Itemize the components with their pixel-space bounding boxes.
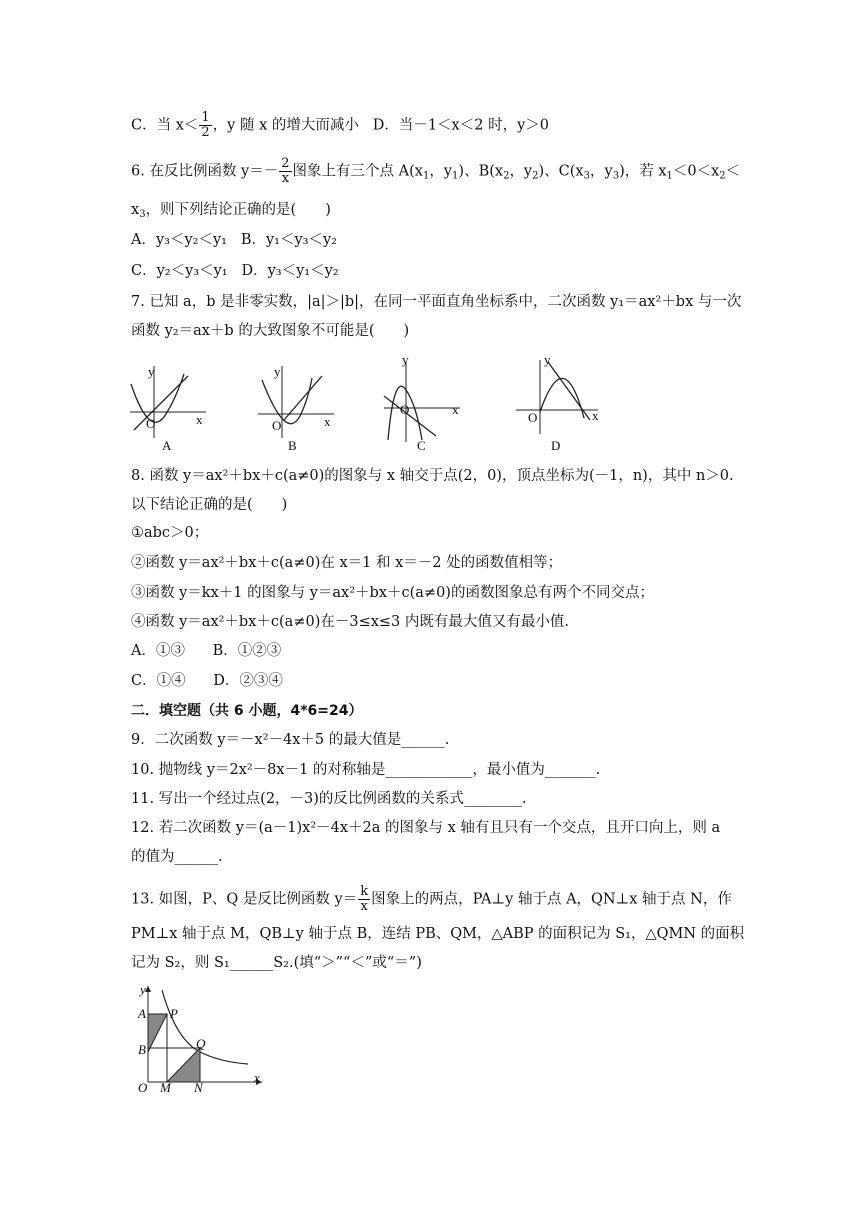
q5-option-c-pre: C．当 x＜ <box>131 117 199 134</box>
q7-label-b: B <box>288 438 297 453</box>
q6-pre: 6. 在反比例函数 y＝－ <box>131 163 279 180</box>
q6-options-cd <box>131 261 339 281</box>
q5-option-c-post: ，y 随 x 的增大而减小 <box>212 117 359 134</box>
graph-a-y-label: y <box>148 364 155 379</box>
graph-d-origin: O <box>528 410 538 425</box>
graph-c-origin: O <box>400 402 410 417</box>
q8-line1: 8. 函数 y＝ax²＋bx＋c(a≠0)的图象与 x 轴交于点(2，0)，顶点坐标为(－1，n)，其中 n＞0. <box>131 468 734 484</box>
graph-d-svg <box>514 352 604 442</box>
q7-graph-d <box>514 352 604 446</box>
q6-option-b: B．y₁＜y₃＜y₂ <box>240 232 337 248</box>
q8-options-ab <box>131 641 281 661</box>
q9: 9．二次函数 y＝－x²－4x＋5 的最大值是______. <box>131 732 450 748</box>
q5-fraction <box>199 111 211 140</box>
graph-c-svg <box>382 352 472 444</box>
q7-line2: 函数 y₂＝ax＋b 的大致图象不可能是( ) <box>131 323 410 339</box>
fig-p-label: P <box>170 1006 178 1021</box>
q8-option-a: A．①③ <box>131 643 185 659</box>
q8-statement-3: ③函数 y＝kx＋1 的图象与 y＝ax²＋bx＋c(a≠0)的函数图象总有两个不同交点； <box>131 585 654 601</box>
q8-option-c: C．①④ <box>131 673 186 689</box>
q7-label-d: D <box>551 438 561 453</box>
q13-fraction <box>358 885 370 914</box>
q6-p4: )、C(x <box>538 163 584 180</box>
q6-p6: )，若 x <box>619 163 667 180</box>
q8-option-b: B．①②③ <box>212 643 282 659</box>
fig-x-label: x <box>254 1070 260 1085</box>
q5-options-cd <box>131 111 549 140</box>
fig-o-label: O <box>138 1080 148 1095</box>
q7-graph-b <box>256 362 336 446</box>
graph-b-svg <box>256 362 336 442</box>
q6-fraction <box>279 157 291 186</box>
frac-numerator: 1 <box>201 110 210 125</box>
section-2-title: 二．填空题（共 6 小题，4*6=24） <box>131 703 363 719</box>
q8-statement-1: ①abc＞0； <box>131 525 209 541</box>
q8-statement-4: ④函数 y＝ax²＋bx＋c(a≠0)在－3≤x≤3 内既有最大值又有最小值. <box>131 614 569 630</box>
q8-statement-2: ②函数 y＝ax²＋bx＋c(a≠0)在 x＝1 和 x＝－2 处的函数值相等； <box>131 555 563 571</box>
q6-option-a: A．y₃＜y₂＜y₁ <box>131 232 227 248</box>
fig-n-label: N <box>194 1080 203 1095</box>
graph-b-x-label: x <box>324 414 331 429</box>
q7-graph-c <box>382 352 472 448</box>
q6-post: 图象上有三个点 A(x <box>292 163 423 180</box>
q6-p5: ，y <box>589 163 613 180</box>
q13-pre: 13. 如图，P、Q 是反比例函数 y＝ <box>131 891 358 908</box>
q6-p1: ，y <box>429 163 453 180</box>
q6-options-ab <box>131 230 337 250</box>
q6-p2: )、B(x <box>458 163 504 180</box>
q11: 11. 写出一个经过点(2，－3)的反比例函数的关系式________. <box>131 791 527 807</box>
graph-d-x-label: x <box>592 408 599 423</box>
q13-line2: PM⊥x 轴于点 M，QB⊥y 轴于点 B，连结 PB、QM，△ABP 的面积记为 S₁，△QMN 的面积 <box>131 926 745 942</box>
graph-c-x-label: x <box>452 402 459 417</box>
fig-b-label: B <box>138 1042 146 1057</box>
q7-graph-a <box>128 362 208 446</box>
frac-denominator: x <box>360 899 368 914</box>
q6-option-d: D．y₃＜y₁＜y₂ <box>241 263 339 279</box>
q12-line1: 12. 若二次函数 y＝(a－1)x²－4x＋2a 的图象与 x 轴有且只有一个交点，且开口向上，则 a <box>131 820 721 836</box>
fig-a-label: A <box>138 1006 146 1021</box>
q13-line1 <box>131 885 732 914</box>
q10: 10. 抛物线 y＝2x²－8x－1 的对称轴是____________，最小值为_______. <box>131 762 601 778</box>
q8-options-cd <box>131 671 283 691</box>
graph-b-y-label: y <box>274 364 281 379</box>
q6-stem-line1: 6. 在反比例函数 y＝－ $\frac{2}{x}$ 图象上有三个点 $A(x_1$，$y_1$)、$B(x_2$，$y_2$)、$C(x_3$，$y_3$)，若 $x_1<0<x_2<$ <box>131 156 741 186</box>
fig-y-label: y <box>140 982 146 997</box>
frac-denominator: 2 <box>201 125 210 140</box>
graph-c-y-label: y <box>402 352 409 367</box>
frac-numerator: 2 <box>281 156 290 171</box>
q6-p8: ＜ <box>725 163 741 180</box>
q8-line2: 以下结论正确的是( ) <box>131 497 288 513</box>
q6-line2: ，则下列结论正确的是( ) <box>145 202 331 218</box>
q7-label-c: C <box>417 438 426 453</box>
q6-p3: ，y <box>509 163 533 180</box>
q6-p7: ＜0＜x <box>672 163 720 180</box>
q6-stem-line2: $x_3$，则下列结论正确的是( ) <box>131 202 331 220</box>
frac-denominator: x <box>281 171 290 186</box>
q12-line2: 的值为______. <box>131 849 223 865</box>
q7-line1: 7. 已知 a，b 是非零实数，|a|＞|b|，在同一平面直角坐标系中，二次函数 y₁＝ax²＋bx 与一次 <box>131 294 742 310</box>
q13-post: 图象上的两点，PA⊥y 轴于点 A，QN⊥x 轴于点 N，作 <box>371 891 732 908</box>
q7-label-a: A <box>162 438 172 453</box>
graph-b-origin: O <box>272 418 282 433</box>
graph-a-origin: O <box>146 416 156 431</box>
q13-figure <box>136 982 266 1098</box>
fig-m-label: M <box>160 1080 171 1095</box>
q5-option-d: D．当－1＜x＜2 时，y＞0 <box>372 117 549 134</box>
q8-option-d: D．②③④ <box>213 673 283 689</box>
graph-a-svg <box>128 362 208 442</box>
fig-q-label: Q <box>196 1036 206 1051</box>
graph-a-x-label: x <box>196 412 203 427</box>
frac-numerator: k <box>360 884 369 899</box>
graph-d-y-label: y <box>544 352 551 367</box>
q13-line3: 记为 S₂，则 S₁______S₂.(填“＞”“＜”或“＝”) <box>131 955 422 971</box>
q6-option-c: C．y₂＜y₃＜y₁ <box>131 263 228 279</box>
